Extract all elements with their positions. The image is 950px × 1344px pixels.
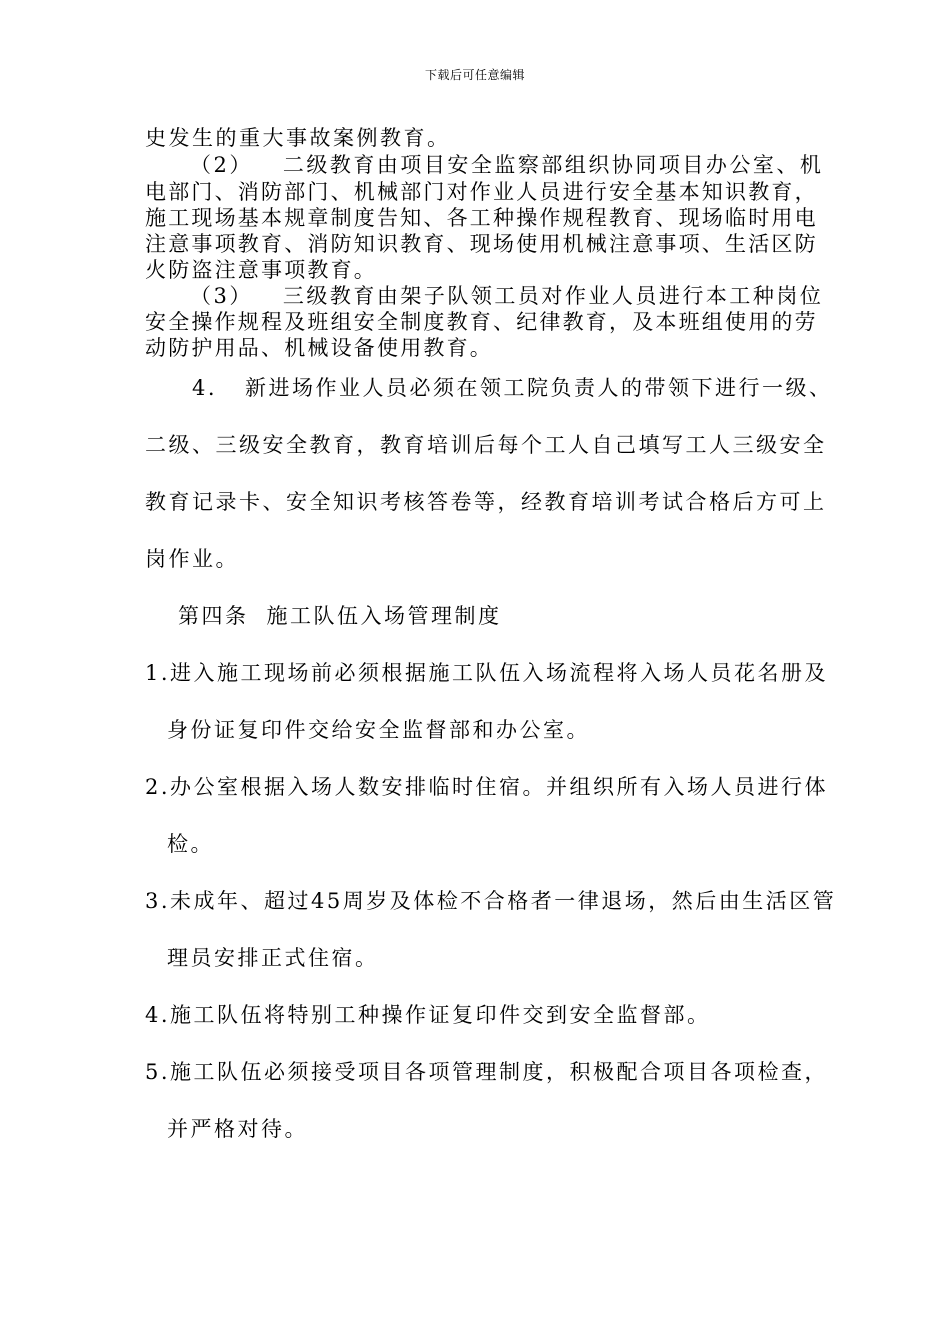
list-item-number: 1. <box>145 661 171 685</box>
list-item-2 <box>145 775 828 799</box>
text-line: 史发生的重大事故案例教育。 <box>145 126 451 150</box>
list-item-continuation: 身份证复印件交给安全监督部和办公室。 <box>167 718 590 742</box>
paragraph-4-first-line <box>192 376 833 400</box>
list-item-number: 2. <box>145 775 171 799</box>
article-heading <box>178 604 502 628</box>
text-line: 注意事项教育、消防知识教育、现场使用机械注意事项、生活区防 <box>145 232 818 256</box>
text-line: 施工现场基本规章制度告知、各工种操作规程教育、现场临时用电 <box>145 206 818 230</box>
text-line: 电部门、消防部门、机械部门对作业人员进行安全基本知识教育， <box>145 180 818 204</box>
article-number: 第四条 <box>178 604 249 628</box>
text-line: 岗作业。 <box>145 547 239 571</box>
text-line: 新进场作业人员必须在领工院负责人的带领下进行一级、 <box>245 376 833 400</box>
list-item-3 <box>145 889 836 913</box>
text-line: 动防护用品、机械设备使用教育。 <box>145 336 493 360</box>
list-item-1 <box>145 661 828 685</box>
text-line: 三级教育由架子队领工员对作业人员进行本工种岗位 <box>282 284 824 308</box>
list-item-continuation: 理员安排正式住宿。 <box>167 946 379 970</box>
text-line: 二级教育由项目安全监察部组织协同项目办公室、机 <box>282 153 824 177</box>
paragraph-number: （2） <box>190 153 253 177</box>
text-line: 火防盗注意事项教育。 <box>145 258 377 282</box>
list-item-4 <box>145 1003 711 1027</box>
paragraph-2-first-line <box>190 153 823 177</box>
list-item-continuation: 检。 <box>167 832 214 856</box>
paragraph-number: （3） <box>190 284 253 308</box>
list-item-text: 施工队伍将特别工种操作证复印件交到安全监督部。 <box>170 1003 711 1027</box>
text-line: 教育记录卡、安全知识考核答卷等，经教育培训考试合格后方可上 <box>145 490 827 514</box>
text-line: 安全操作规程及班组安全制度教育、纪律教育，及本班组使用的劳 <box>145 310 818 334</box>
text-line: 二级、三级安全教育，教育培训后每个工人自己填写工人三级安全 <box>145 433 827 457</box>
list-item-number: 4. <box>145 1003 171 1027</box>
list-item-text: 施工队伍必须接受项目各项管理制度，积极配合项目各项检查， <box>170 1060 829 1084</box>
paragraph-3-first-line <box>190 284 823 308</box>
list-item-text: 未成年、超过45周岁及体检不合格者一律退场，然后由生活区管 <box>170 889 837 913</box>
article-title: 施工队伍入场管理制度 <box>266 604 502 628</box>
list-item-continuation: 并严格对待。 <box>167 1117 308 1141</box>
list-item-text: 进入施工现场前必须根据施工队伍入场流程将入场人员花名册及 <box>170 661 829 685</box>
list-item-number: 5. <box>145 1060 171 1084</box>
list-item-5 <box>145 1060 828 1084</box>
list-item-text: 办公室根据入场人数安排临时住宿。并组织所有入场人员进行体 <box>170 775 829 799</box>
page-header: 下载后可任意编辑 <box>424 68 525 82</box>
paragraph-number: 4. <box>192 376 218 400</box>
list-item-number: 3. <box>145 889 171 913</box>
